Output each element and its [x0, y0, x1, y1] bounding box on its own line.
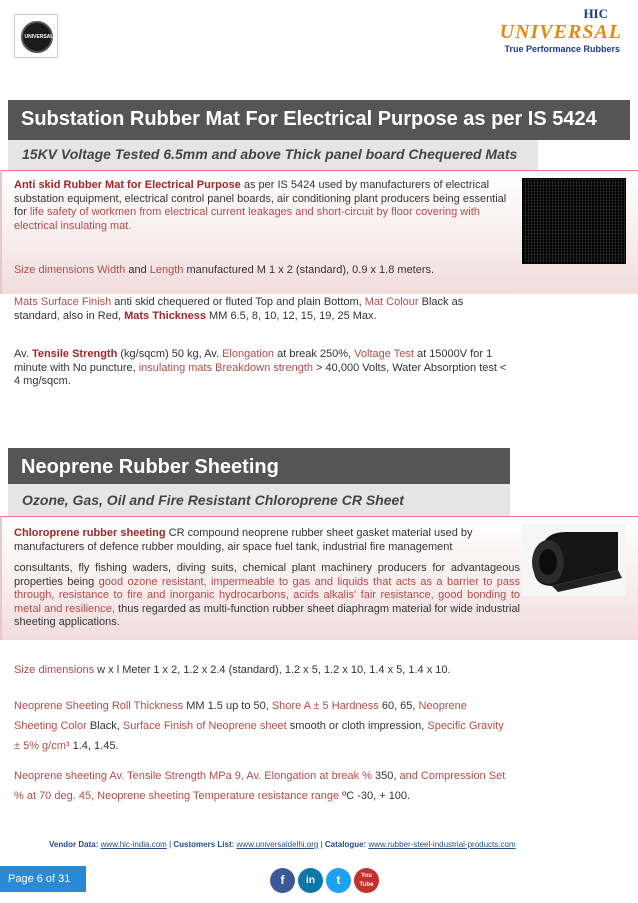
neoprene-elongation-value: 350,	[371, 770, 400, 782]
catalogue-label: Catalogue	[324, 840, 364, 849]
breakdown-label: insulating mats Breakdown strength	[138, 361, 313, 374]
logo-tagline: True Performance Rubbers	[504, 44, 620, 54]
breakdown-text: > 40,000 Volts, Water Absorption test < 4 mg/sqcm.	[14, 361, 507, 387]
roll-thickness-label: Neoprene Sheeting Roll Thickness	[14, 700, 184, 712]
length-label: Length	[149, 264, 184, 276]
mat-size-paragraph	[14, 264, 512, 278]
logo-brand-name: UNIVERSAL	[499, 21, 622, 43]
neoprene-specs-paragraph	[14, 696, 504, 756]
linkedin-icon[interactable]: in	[298, 868, 323, 893]
roll-thickness-values: MM 1.5 up to 50,	[183, 700, 272, 712]
size-label: Size dimensions	[14, 264, 95, 276]
rubber-mat-image	[522, 178, 626, 264]
voltage-text: at 15000V for 1 minute with No puncture,	[14, 348, 493, 374]
neoprene-size-values: w x l Meter 1 x 2, 1.2 x 2.4 (standard), 1.2 x 5, 1.2 x 10, 1.4 x 5, 1.4 x 10.	[94, 664, 451, 676]
intro-highlight: Anti skid Rubber Mat for Electrical Purpose	[14, 179, 241, 191]
width-label: Width	[97, 264, 126, 276]
surface-finish-label: Surface Finish of Neoprene sheet	[122, 720, 287, 732]
elongation-label: Elongation	[222, 348, 275, 360]
neoprene-intro-highlight: Chloroprene rubber sheeting	[14, 527, 166, 539]
finish-label: Mats Surface Finish	[14, 296, 112, 308]
colour-label: Mat Colour	[364, 296, 419, 308]
intro-paragraph-neoprene-1	[14, 527, 516, 554]
shore-hardness-label: Shore A ± 5 Hardness	[271, 700, 379, 712]
colour-text: Black as standard, also in Red,	[14, 296, 464, 322]
vendor-data-link[interactable]: www.hic-india.com	[100, 840, 167, 849]
intro-text: as per IS 5424 used by manufacturers of electrical substation equipment, electrical control panel boards, air conditioning plant producers being essential for	[14, 179, 507, 218]
tensile-text: (kg/sqcm) 50 kg, Av.	[117, 348, 223, 360]
mat-properties-paragraph	[14, 348, 514, 389]
neoprene-properties-text: consultants, fly fishing waders, diving suits, chemical plant machinery producers for advantageous properties being	[14, 562, 520, 588]
logo-hic: HIC	[583, 6, 608, 21]
sheeting-color-label: Neoprene Sheeting Color	[14, 700, 467, 732]
youtube-icon[interactable]: You Tube	[354, 868, 379, 893]
mat-finish-paragraph	[14, 296, 512, 323]
intro-paragraph-substation-mat	[14, 179, 512, 233]
intro-paragraph-neoprene-2	[14, 562, 520, 630]
customers-list-label: Customers List	[173, 840, 232, 849]
footer-links: Vendor Data: www.hic-india.com | Customers List: www.universaldelhi.org | Catalogue: www.rubber-steel-industrial-products.com	[49, 840, 516, 849]
vendor-data-label: Vendor Data	[49, 840, 96, 849]
size-values: manufactured M 1 x 2 (standard), 0.9 x 1.8 meters.	[183, 264, 435, 276]
surface-finish-value: smooth or cloth impression,	[286, 720, 428, 732]
neoprene-tensile-label: Neoprene sheeting Av. Tensile Strength MPa 9, Av. Elongation at break %	[14, 770, 372, 782]
voltage-label: Voltage Test	[354, 348, 414, 360]
neoprene-intro-text: CR compound neoprene rubber sheet gasket material used by manufacturers of defence rubber moulding, air space fuel tank, industrial fire management	[14, 527, 473, 553]
and-text: and	[125, 264, 150, 276]
logo-emblem-icon	[21, 21, 53, 53]
temperature-range-value: ºC -30, + 100.	[339, 790, 411, 802]
elongation-text: at break 250%,	[274, 348, 355, 360]
logo-text: UNIVERSAL	[24, 34, 54, 40]
section-subtitle-substation-mat: 15KV Voltage Tested 6.5mm and above Thick panel board Chequered Mats	[8, 140, 538, 170]
neoprene-applications-text: thus regarded as multi-function rubber sheet diaphragm material for wide industrial sheeting applications.	[14, 602, 521, 628]
section-title-neoprene: Neoprene Rubber Sheeting	[8, 448, 510, 484]
facebook-icon[interactable]: f	[270, 868, 295, 893]
neoprene-size-label: Size dimensions	[14, 664, 95, 676]
neoprene-roll-image	[522, 524, 626, 596]
tensile-label: Tensile Strength	[31, 348, 118, 360]
av-prefix: Av.	[14, 348, 32, 360]
specific-gravity-values: 1.4, 1.45.	[69, 740, 119, 752]
specific-gravity-label: Specific Gravity ± 5% g/cm³	[14, 720, 504, 752]
section-title-substation-mat: Substation Rubber Mat For Electrical Purpose as per IS 5424	[8, 100, 630, 140]
company-logo-left	[14, 14, 58, 58]
catalogue-link[interactable]: www.rubber-steel-industrial-products.com	[368, 840, 516, 849]
sheeting-color-value: Black,	[86, 720, 123, 732]
finish-text: anti skid chequered or fluted Top and plain Bottom,	[111, 296, 365, 308]
neoprene-size-paragraph	[14, 664, 516, 678]
thickness-label: Mats Thickness	[124, 309, 206, 322]
compression-temperature-label: and Compression Set % at 70 deg. 45, Neoprene sheeting Temperature resistance range	[14, 770, 506, 802]
section-subtitle-neoprene: Ozone, Gas, Oil and Fire Resistant Chloroprene CR Sheet	[8, 484, 510, 516]
neoprene-mechanical-paragraph	[14, 766, 516, 806]
thickness-values: MM 6.5, 8, 10, 12, 15, 19, 25 Max.	[206, 309, 377, 322]
twitter-icon[interactable]: t	[326, 868, 351, 893]
shore-hardness-values: 60, 65,	[378, 700, 419, 712]
intro-red-text: life safety of workmen from electrical current leakages and short-circuit by floor covering with electrical insulating mat.	[14, 206, 480, 232]
company-logo-right	[496, 6, 626, 56]
page-number-badge: Page 6 of 31	[0, 866, 86, 892]
customers-list-link[interactable]: www.universaldelhi.org	[236, 840, 319, 849]
neoprene-properties-red: good ozone resistant, impermeable to gas and liquids that acts as a barrier to pass through, resistance to fire and inorganic hydrocarbons, acids alkalis' fair resistance, good bonding to metal and resilience,	[14, 575, 520, 615]
